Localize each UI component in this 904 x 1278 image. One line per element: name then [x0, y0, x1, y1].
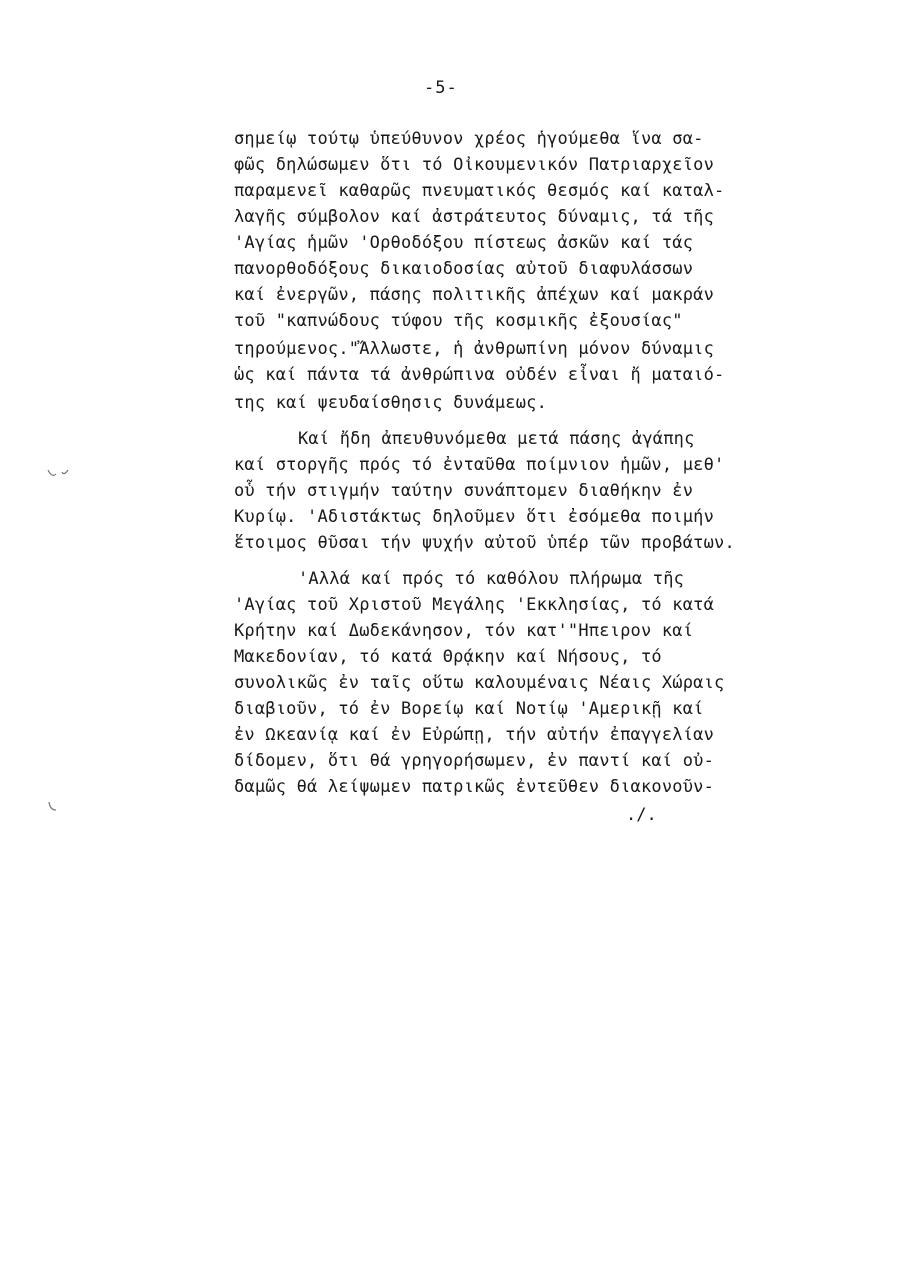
paragraph-3-line: Μακεδονίαν, τό κατά Θρᾴκην καί Νήσους, τό [234, 647, 662, 667]
paragraph-1-line: σημείῳ τούτῳ ὑπεύθυνον χρέος ἡγούμεθα ἵνα σα- [234, 129, 704, 149]
paragraph-3-line: συνολικῶς ἐν ταῖς οὕτω καλουμέναις Νέαις Χώραις [234, 673, 725, 693]
scan-artifact-mark [46, 466, 72, 482]
page-number: -5- [424, 78, 458, 98]
paragraph-1-line: της καί ψευδαίσθησις δυνάμεως. [234, 393, 548, 413]
paragraph-2-line: οὗ τήν στιγμήν ταύτην συνάπτομεν διαθήκην ἐν [234, 481, 694, 501]
paragraph-3-line: δίδομεν, ὅτι θά γρηγορήσωμεν, ἐν παντί καί οὐ- [234, 751, 715, 771]
paragraph-2-line: καί στοργῆς πρός τό ἐνταῦθα ποίμνιον ἡμῶν, μεθ' [234, 455, 725, 475]
paragraph-1-line: τηρούμενος."Ἄλλωστε, ἡ ἀνθρωπίνη μόνον δύναμις [234, 339, 715, 359]
paragraph-2-line: ἕτοιμος θῦσαι τήν ψυχήν αὐτοῦ ὑπέρ τῶν προβάτων. [234, 533, 735, 553]
paragraph-3-line: διαβιοῦν, τό ἐν Βορείῳ καί Νοτίῳ 'Αμερικῇ καί [234, 699, 704, 719]
paragraph-1-line: παραμενεῖ καθαρῶς πνευματικός θεσμός καί καταλ- [234, 181, 725, 201]
paragraph-1-line: τοῦ "καπνώδους τύφου τῆς κοσμικῆς ἐξουσίας" [234, 311, 683, 331]
paragraph-3-line: δαμῶς θά λείψωμεν πατρικῶς ἐντεῦθεν διακονοῦν- [234, 777, 715, 797]
paragraph-1-line: πανορθοδόξους δικαιοδοσίας αὐτοῦ διαφυλάσσων [234, 259, 694, 279]
paragraph-1-line: 'Αγίας ἡμῶν 'Ορθοδόξου πίστεως ἀσκῶν καί τάς [234, 233, 694, 253]
paragraph-2-line: Καί ἤδη ἀπευθυνόμεθα μετά πάσης ἀγάπης [298, 429, 695, 449]
paragraph-3-line: ἐν Ωκεανίᾳ καί ἐν Εὐρώπῃ, τήν αὐτήν ἐπαγγελίαν [234, 725, 715, 745]
paragraph-1-line: φῶς δηλώσωμεν ὅτι τό Οἰκουμενικόν Πατριαρχεῖον [234, 155, 715, 175]
paragraph-2-line: Κυρίῳ. 'Αδιστάκτως δηλοῦμεν ὅτι ἐσόμεθα ποιμήν [234, 507, 715, 527]
paragraph-3-line: 'Αλλά καί πρός τό καθόλου πλήρωμα τῆς [298, 569, 685, 589]
paragraph-1-line: λαγῆς σύμβολον καί ἀστράτευτος δύναμις, τά τῆς [234, 207, 715, 227]
continuation-mark: ./. [626, 805, 657, 825]
paragraph-3-line: 'Αγίας τοῦ Χριστοῦ Μεγάλης 'Εκκλησίας, τό κατά [234, 595, 715, 615]
paragraph-3-line: Κρήτην καί Δωδεκάνησον, τόν κατ'"Ηπειρον καί [234, 621, 694, 641]
paragraph-1-line: καί ἐνεργῶν, πάσης πολιτικῆς ἀπέχων καί μακράν [234, 285, 715, 305]
scan-artifact-mark [46, 800, 66, 816]
paragraph-1-line: ὡς καί πάντα τά ἀνθρώπινα οὐδέν εἶναι ἤ ματαιό- [234, 365, 725, 385]
